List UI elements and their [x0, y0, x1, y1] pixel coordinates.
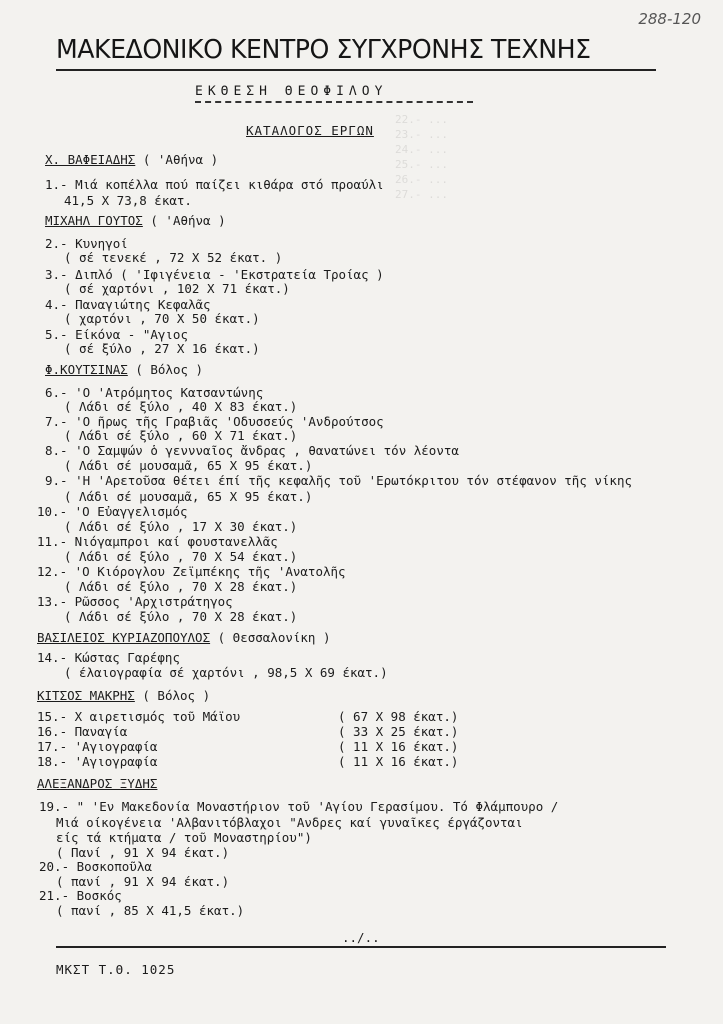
catalog-line: [64, 193, 192, 208]
catalog-line: [56, 845, 229, 860]
catalog-text: 6.- 'Ο 'Ατρόμητος Κατσαντώνης: [45, 385, 264, 400]
artist-name: Φ.ΚΟΥΤΣΙΝΑΣ: [45, 362, 128, 377]
artist-heading: [45, 152, 218, 167]
artist-heading: [37, 688, 210, 703]
continuation-mark: ../..: [342, 930, 380, 945]
footer-code: ΜΚΣΤ Τ.Θ. 1025: [56, 962, 176, 977]
catalog-text: ( Λάδι σέ μουσαμᾶ, 65 Χ 95 έκατ.): [64, 489, 313, 504]
artwork-dimensions: ( 11 Χ 16 έκατ.): [338, 739, 459, 754]
catalog-text: είς τά κτήματα / τοῦ Μοναστηρίου"): [56, 830, 312, 845]
catalog-line: [64, 549, 297, 564]
artist-city: ( Βόλος ): [134, 688, 211, 703]
catalog-text: ( χαρτόνι , 70 Χ 50 έκατ.): [64, 311, 260, 326]
catalog-text: ( πανί , 85 Χ 41,5 έκατ.): [56, 903, 245, 918]
catalog-line: [37, 739, 157, 754]
catalog-line: [56, 815, 523, 830]
catalog-text: 13.- Ρῶσσος 'Αρχιστράτηγος: [37, 594, 233, 609]
artist-heading: [45, 213, 226, 228]
catalog-line: [64, 399, 297, 414]
artist-city: ( Βόλος ): [127, 362, 204, 377]
catalog-line: [64, 579, 297, 594]
artist-heading: [45, 362, 203, 377]
exhibition-heading: ΕΚΘΕΣΗ ΘΕΟΦΙΛΟΥ: [195, 84, 388, 99]
catalog-line: [64, 281, 290, 296]
artist-name: Χ. ΒΑΦΕΙΑΔΗΣ: [45, 152, 136, 167]
catalog-line: [37, 650, 180, 665]
artist-city: ( Θεσσαλονίκη ): [210, 630, 331, 645]
artist-name: ΒΑΣΙΛΕΙΟΣ ΚΥΡΙΑΖΟΠΟΥΛΟΣ: [37, 630, 211, 645]
catalog-line: [64, 250, 282, 265]
catalog-line: [45, 327, 188, 342]
catalog-line: [37, 564, 346, 579]
catalog-text: ( Πανί , 91 Χ 94 έκατ.): [56, 845, 230, 860]
catalog-text: ( Λάδι σέ ξύλο , 70 Χ 28 έκατ.): [64, 609, 298, 624]
institution-title: ΜΑΚΕΔΟΝΙΚΟ ΚΕΝΤΡΟ ΣΥΓΧΡΟΝΗΣ ΤΕΧΝΗΣ: [56, 35, 591, 65]
catalog-line: [64, 458, 312, 473]
catalog-line: [37, 724, 127, 739]
catalog-text: 14.- Κώστας Γαρέφης: [37, 650, 180, 665]
catalog-text: ( Λάδι σέ ξύλο , 70 Χ 28 έκατ.): [64, 579, 298, 594]
catalog-line: [45, 177, 384, 192]
catalog-text: 21.- Βοσκός: [39, 888, 122, 903]
catalog-text: 9.- 'Η 'Αρετοῦσα θέτει έπί τῆς κεφαλῆς τοῦ 'Ερωτόκριτου τόν στέφανον τῆς νίκης: [45, 473, 632, 488]
catalog-text: ( Λάδι σέ ξύλο , 17 Χ 30 έκατ.): [64, 519, 298, 534]
catalog-line: [64, 311, 260, 326]
catalog-text: ( Λάδι σέ μουσαμᾶ, 65 Χ 95 έκατ.): [64, 458, 313, 473]
catalog-text: 12.- 'Ο Κιόρογλου Ζεϊμπέκης τῆς 'Ανατολῆς: [37, 564, 346, 579]
catalog-line: [56, 903, 244, 918]
archive-reference-number: 288-120: [638, 10, 701, 28]
catalog-line: [45, 236, 128, 251]
catalog-text: 3.- Διπλό ( 'Ιφιγένεια - 'Εκστρατεία Τροίας ): [45, 267, 384, 282]
catalog-line: [45, 414, 384, 429]
catalog-text: ( σέ ξύλο , 27 Χ 16 έκατ.): [64, 341, 260, 356]
catalog-text: 4.- Παναγιώτης Κεφαλᾶς: [45, 297, 211, 312]
catalog-line: [45, 297, 211, 312]
artist-heading: [37, 630, 331, 645]
catalog-text: ( Λάδι σέ ξύλο , 40 Χ 83 έκατ.): [64, 399, 298, 414]
catalog-line: [45, 267, 384, 282]
catalog-text: 5.- Είκόνα - "Αγιος: [45, 327, 188, 342]
artwork-dimensions: ( 11 Χ 16 έκατ.): [338, 754, 459, 769]
artist-city: ( 'Αθήνα ): [142, 213, 226, 228]
catalog-line: [37, 709, 240, 724]
catalog-line: [64, 489, 312, 504]
catalog-line: [37, 754, 157, 769]
catalog-line: [39, 799, 558, 814]
catalog-text: 7.- 'Ο ῆρως τῆς Γραβιᾶς 'Οδυσσεύς 'Ανδρούτσος: [45, 414, 384, 429]
catalog-text: Μιά οίκογένεια 'Αλβανιτόβλαχοι "Ανδρες καί γυναῖκες έργάζονται: [56, 815, 523, 830]
catalog-text: 20.- Βοσκοποῦλα: [39, 859, 152, 874]
show-through-text: 22.- ... 23.- ... 24.- ... 25.- ... 26.- ... 27.- ...: [395, 113, 448, 201]
catalog-line: [45, 473, 632, 488]
catalog-line: [64, 341, 260, 356]
artist-name: ΜΙΧΑΗΛ ΓΟΥΤΟΣ: [45, 213, 143, 228]
artwork-dimensions: ( 67 Χ 98 έκατ.): [338, 709, 459, 724]
catalog-text: ( Λάδι σέ ξύλο , 60 Χ 71 έκατ.): [64, 428, 298, 443]
catalog-text: 15.- Χ αιρετισμός τοῦ Μάϊου: [37, 709, 241, 724]
catalog-text: 2.- Κυνηγοί: [45, 236, 128, 251]
catalog-line: [64, 609, 297, 624]
footer-divider: [56, 946, 666, 948]
artist-city: ( 'Αθήνα ): [135, 152, 219, 167]
catalog-text: 17.- 'Αγιογραφία: [37, 739, 158, 754]
catalog-line: [64, 519, 297, 534]
catalog-line: [64, 428, 297, 443]
artist-name: ΑΛΕΞΑΝΔΡΟΣ ΞΥΔΗΣ: [37, 776, 158, 791]
catalog-line: [45, 443, 459, 458]
artist-name: ΚΙΤΣΟΣ ΜΑΚΡΗΣ: [37, 688, 135, 703]
catalog-line: [56, 830, 312, 845]
catalog-line: [39, 888, 122, 903]
catalog-line: [64, 665, 388, 680]
artwork-dimensions: ( 33 Χ 25 έκατ.): [338, 724, 459, 739]
catalog-text: 8.- 'Ο Σαμψών ὁ γεννναῖος ἄνδρας , θανατώνει τόν λέοντα: [45, 443, 459, 458]
catalog-text: 1.- Μιά κοπέλλα πού παίζει κιθάρα στό προαύλι: [45, 177, 384, 192]
artist-heading: [37, 776, 157, 791]
catalog-line: [37, 534, 278, 549]
catalog-text: ( Λάδι σέ ξύλο , 70 Χ 54 έκατ.): [64, 549, 298, 564]
catalog-text: ( έλαιογραφία σέ χαρτόνι , 98,5 Χ 69 έκατ.): [64, 665, 388, 680]
catalog-text: ( πανί , 91 Χ 94 έκατ.): [56, 874, 230, 889]
catalog-line: [45, 385, 263, 400]
catalog-line: [56, 874, 229, 889]
catalog-text: 41,5 Χ 73,8 έκατ.: [64, 193, 192, 208]
catalog-line: [37, 504, 188, 519]
catalog-text: 16.- Παναγία: [37, 724, 128, 739]
catalog-text: ( σέ τενεκέ , 72 Χ 52 έκατ. ): [64, 250, 283, 265]
catalog-line: [37, 594, 233, 609]
exhibition-underline: [195, 101, 473, 103]
catalog-text: 18.- 'Αγιογραφία: [37, 754, 158, 769]
catalog-heading: ΚΑΤΑΛΟΓΟΣ ΕΡΓΩΝ: [246, 123, 374, 138]
catalog-line: [39, 859, 152, 874]
catalog-text: ( σέ χαρτόνι , 102 Χ 71 έκατ.): [64, 281, 290, 296]
catalog-text: 10.- 'Ο Εὐαγγελισμός: [37, 504, 188, 519]
header-divider: [56, 69, 656, 71]
catalog-text: 19.- " 'Εν Μακεδονία Μοναστήριον τοῦ 'Αγίου Γερασίμου. Τό Φλάμπουρο /: [39, 799, 559, 814]
catalog-text: 11.- Νιόγαμπροι καί φουστανελλᾶς: [37, 534, 278, 549]
